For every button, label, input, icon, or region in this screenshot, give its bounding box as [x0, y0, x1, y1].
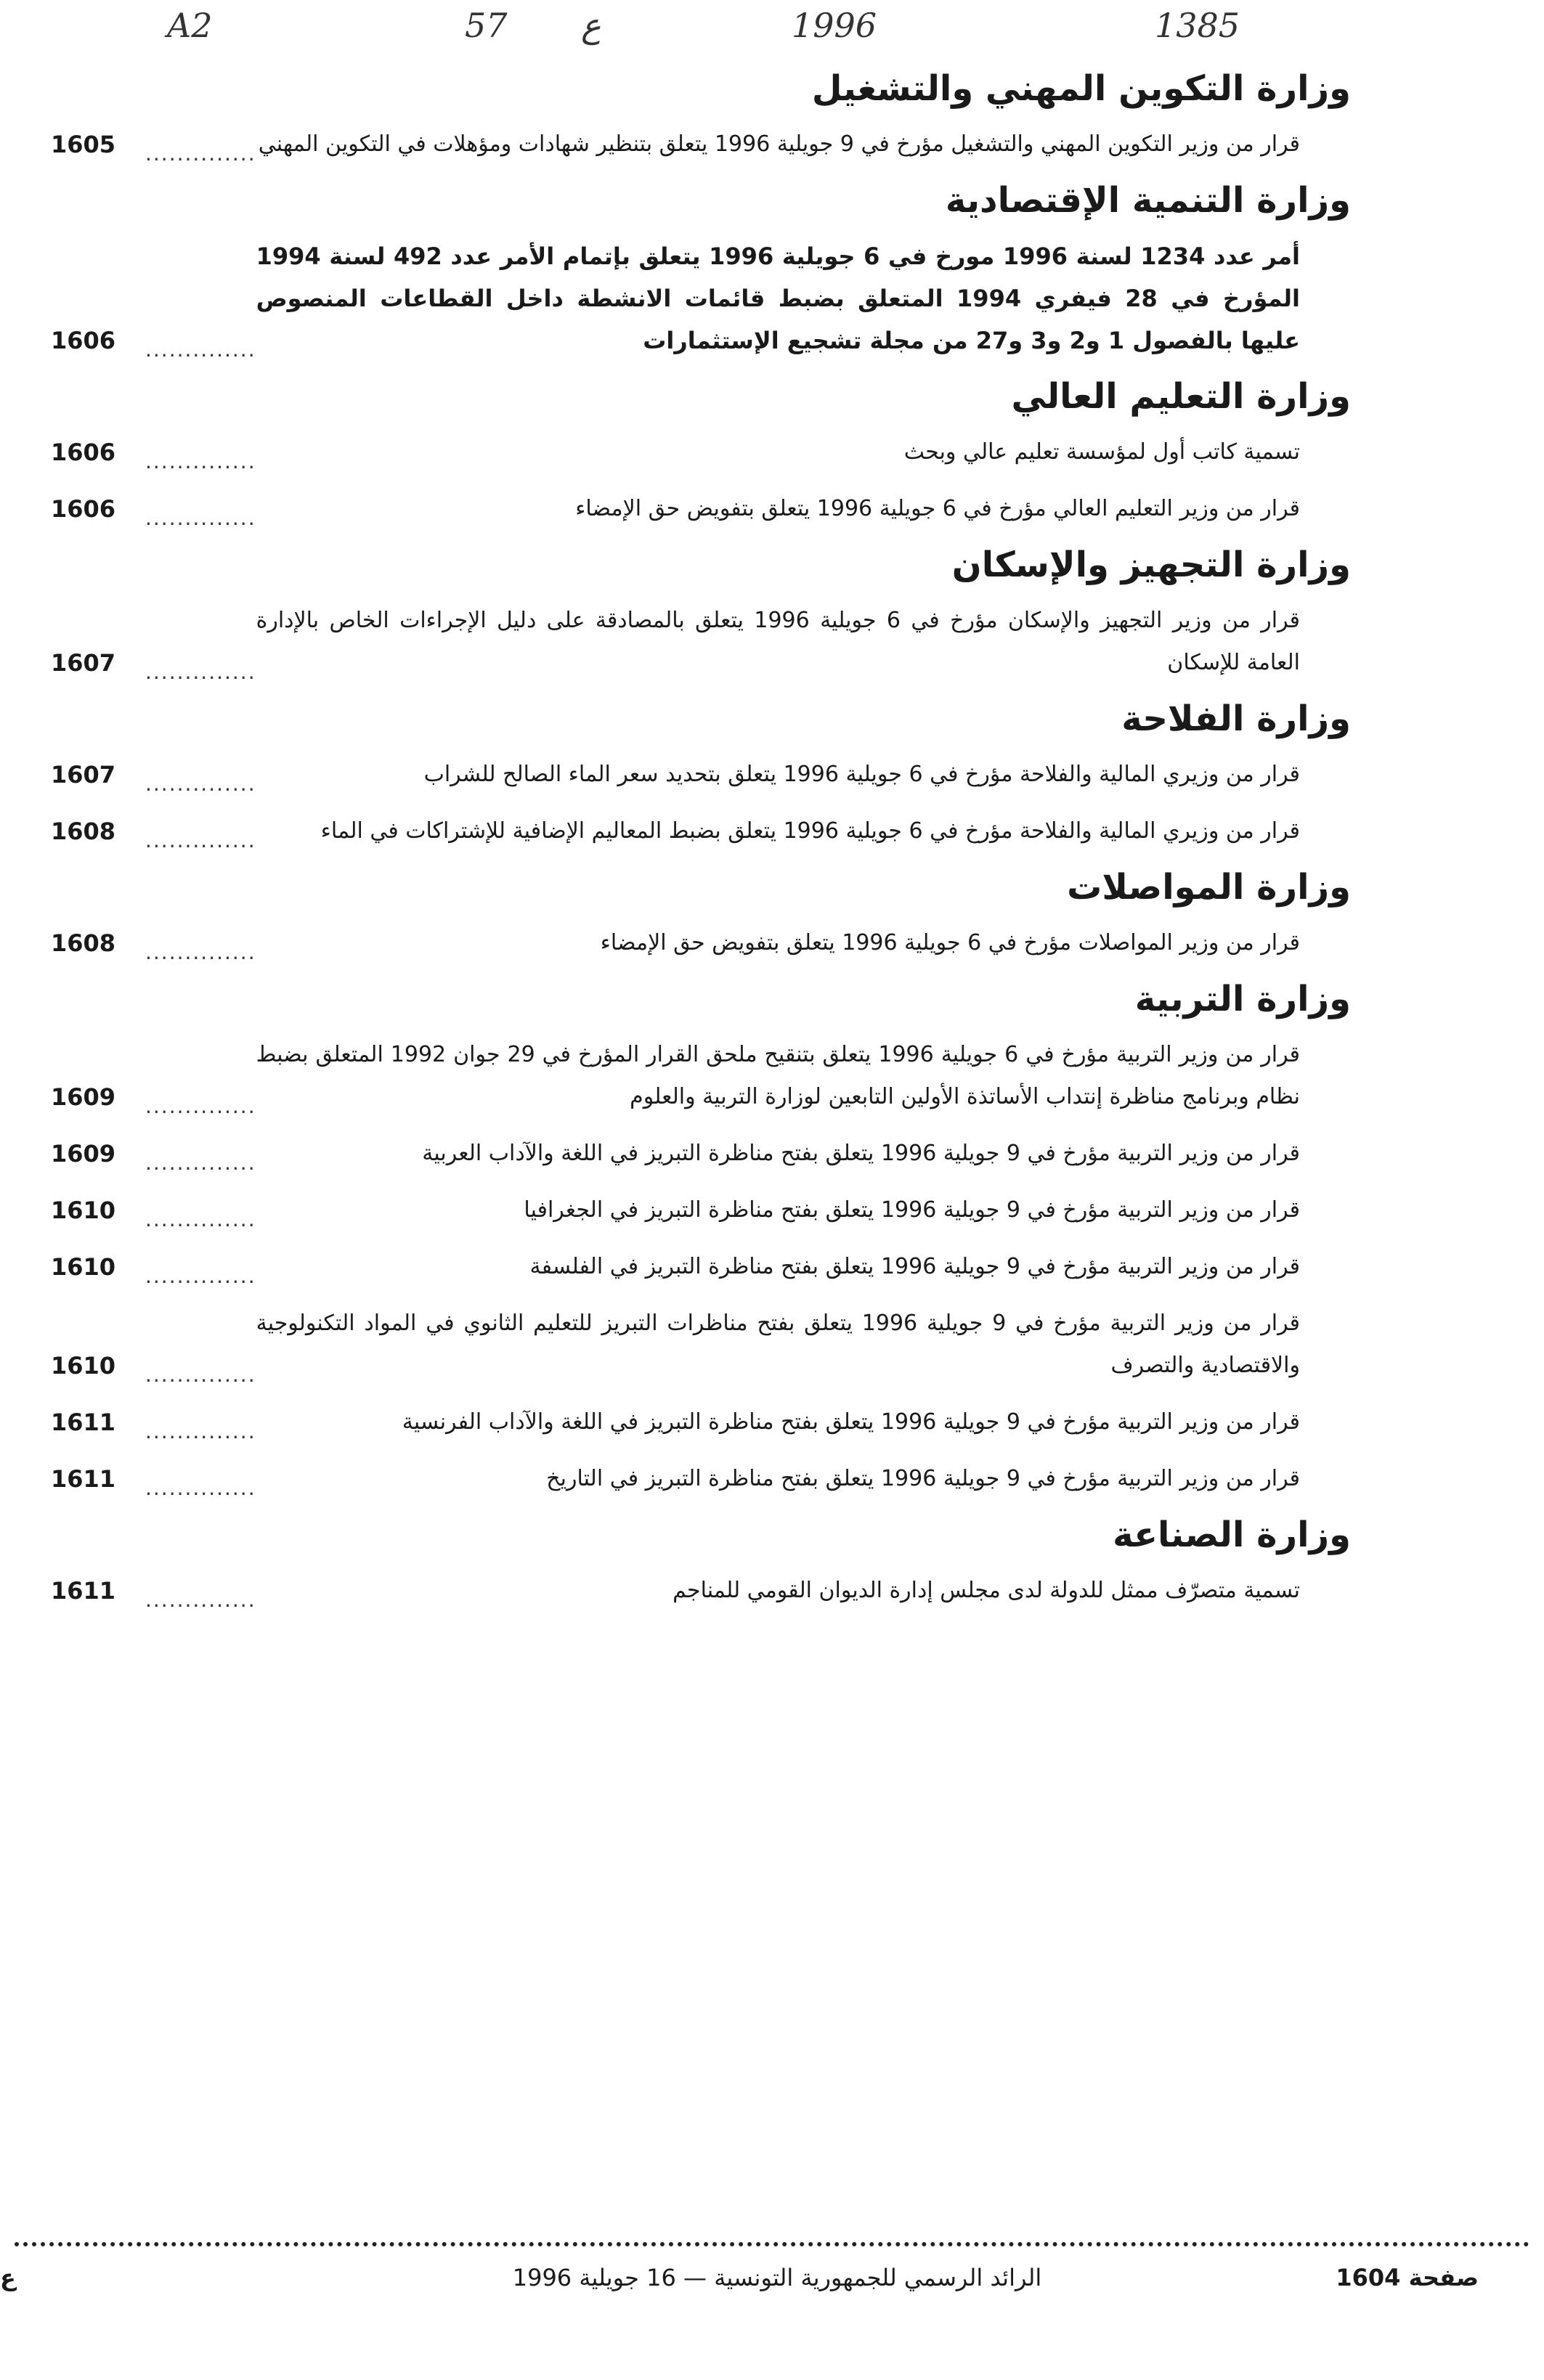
ministry-heading: وزارة التجهيز والإسكان	[951, 545, 1351, 585]
footer-divider	[15, 2242, 1529, 2246]
entry-page-number: 1608	[51, 929, 116, 957]
leader-dots: ..............	[145, 338, 256, 362]
leader-dots: ..............	[145, 1363, 256, 1387]
entry-text: قرار من وزير التربية مؤرخ في 6 جويلية 1996 يتعلق بتنقيح ملحق القرار المؤرخ في 29 جوان 1992 المتعلق بضبط نظام وبرنامج مناظرة إنتداب الأساتذة الأولين التابعين لوزارة التربية والعلوم	[256, 1042, 1300, 1109]
toc-entry	[51, 600, 1351, 684]
page-number: صفحة 1604	[1336, 2264, 1479, 2291]
entry-page-number: 1607	[51, 761, 116, 788]
entry-page-number: 1610	[51, 1253, 116, 1281]
entry-text: قرار من وزير التربية مؤرخ في 9 جويلية 1996 يتعلق بفتح مناظرة التبريز في الفلسفة	[529, 1254, 1300, 1279]
ministry-heading: وزارة التربية	[1134, 979, 1351, 1019]
toc-entry	[51, 1246, 1351, 1288]
leader-dots: ..............	[145, 142, 256, 166]
toc-entry	[51, 123, 1351, 166]
toc-entry	[51, 754, 1351, 796]
handwritten-note: 1996	[792, 6, 877, 45]
entry-page-number: 1606	[51, 327, 116, 354]
entry-page-number: 1607	[51, 649, 116, 677]
entry-page-number: 1611	[51, 1577, 116, 1605]
entry-page-number: 1609	[51, 1140, 116, 1167]
leader-dots: ..............	[145, 1207, 256, 1231]
leader-dots: ..............	[145, 1264, 256, 1288]
entry-text: قرار من وزيري المالية والفلاحة مؤرخ في 6 جويلية 1996 يتعلق بضبط المعاليم الإضافية للإشتراكات في الماء	[320, 818, 1300, 844]
entry-page-number: 1611	[51, 1465, 116, 1493]
ministry-heading: وزارة الصناعة	[1113, 1515, 1351, 1555]
toc-entry	[51, 235, 1351, 362]
toc-entry	[51, 1303, 1351, 1387]
entry-page-number: 1606	[51, 495, 116, 523]
handwritten-note: 1385	[1155, 6, 1240, 45]
entry-text: قرار من وزير التربية مؤرخ في 9 جويلية 1996 يتعلق بفتح مناظرة التبريز في اللغة والآداب العربية	[422, 1141, 1300, 1166]
entry-page-number: 1609	[51, 1083, 116, 1111]
entry-text: قرار من وزير التكوين المهني والتشغيل مؤرخ في 9 جويلية 1996 يتعلق بتنظير شهادات ومؤهلات في التكوين المهني	[258, 131, 1300, 157]
leader-dots: ..............	[145, 1419, 256, 1443]
entry-page-number: 1606	[51, 439, 116, 466]
entry-page-number: 1610	[51, 1352, 116, 1379]
toc-entry	[51, 922, 1351, 964]
ministry-heading: وزارة الفلاحة	[1121, 698, 1351, 739]
footer-reference: ع	[0, 2264, 16, 2291]
handwritten-note: A2	[167, 6, 213, 45]
toc-entry	[51, 431, 1351, 473]
leader-dots: ..............	[145, 506, 256, 530]
toc-entry	[51, 1189, 1351, 1231]
leader-dots: ..............	[145, 660, 256, 684]
ministry-heading: وزارة التعليم العالي	[1011, 376, 1351, 417]
toc-entry	[51, 1034, 1351, 1118]
entry-text: قرار من وزير التربية مؤرخ في 9 جويلية 1996 يتعلق بفتح مناظرة التبريز في التاريخ	[546, 1466, 1300, 1491]
toc-entry	[51, 1458, 1351, 1500]
entry-text: تسمية متصرّف ممثل للدولة لدى مجلس إدارة الديوان القومي للمناجم	[673, 1578, 1300, 1603]
entry-text: قرار من وزير التجهيز والإسكان مؤرخ في 6 جويلية 1996 يتعلق بالمصادقة على دليل الإجراءات الخاص بالإدارة العامة للإسكان	[256, 608, 1300, 675]
toc-entry	[51, 1133, 1351, 1175]
entry-text: قرار من وزير التربية مؤرخ في 9 جويلية 1996 يتعلق بفتح مناظرة التبريز في اللغة والآداب الفرنسية	[402, 1409, 1300, 1435]
leader-dots: ..............	[145, 772, 256, 796]
ministry-heading: وزارة المواصلات	[1067, 867, 1351, 908]
entry-page-number: 1611	[51, 1409, 116, 1436]
leader-dots: ..............	[145, 940, 256, 964]
entry-text: قرار من وزير التربية مؤرخ في 9 جويلية 1996 يتعلق بفتح مناظرة التبريز في الجغرافيا	[524, 1197, 1300, 1223]
journal-title: الرائد الرسمي للجمهورية التونسية — 16 جويلية 1996	[512, 2264, 1042, 2291]
leader-dots: ..............	[145, 828, 256, 852]
entry-page-number: 1605	[51, 131, 116, 158]
toc-entry	[51, 488, 1351, 530]
handwritten-note: ع	[581, 6, 601, 45]
entry-text: أمر عدد 1234 لسنة 1996 مورخ في 6 جويلية 1996 يتعلق بإتمام الأمر عدد 492 لسنة 1994 المؤرخ في 28 فيفري 1994 المتعلق بضبط قائمات الانشطة داخل القطاعات المنصوص عليها بالفصول 1 و2 و3 و27 من مجلة تشجيع الإستثمارات	[256, 243, 1301, 354]
toc-entry	[51, 810, 1351, 852]
toc-entry	[51, 1401, 1351, 1443]
ministry-heading: وزارة التكوين المهني والتشغيل	[811, 68, 1351, 109]
toc-entry	[51, 1570, 1351, 1612]
entry-page-number: 1608	[51, 818, 116, 845]
leader-dots: ..............	[145, 1476, 256, 1500]
leader-dots: ..............	[145, 449, 256, 473]
entry-text: قرار من وزير التعليم العالي مؤرخ في 6 جويلية 1996 يتعلق بتفويض حق الإمضاء	[575, 496, 1300, 521]
entry-text: قرار من وزير المواصلات مؤرخ في 6 جويلية 1996 يتعلق بتفويض حق الإمضاء	[600, 930, 1300, 955]
ministry-heading: وزارة التنمية الإقتصادية	[945, 180, 1351, 221]
table-of-contents	[51, 58, 1351, 1626]
leader-dots: ..............	[145, 1094, 256, 1118]
handwritten-note: 57	[465, 6, 508, 45]
entry-text: قرار من وزيري المالية والفلاحة مؤرخ في 6 جويلية 1996 يتعلق بتحديد سعر الماء الصالح للشراب	[423, 762, 1300, 787]
entry-text: قرار من وزير التربية مؤرخ في 9 جويلية 1996 يتعلق بفتح مناظرات التبريز للتعليم الثانوي في المواد التكنولوجية والاقتصادية والتصرف	[256, 1311, 1300, 1378]
entry-text: تسمية كاتب أول لمؤسسة تعليم عالي وبحث	[903, 439, 1300, 465]
entry-page-number: 1610	[51, 1197, 116, 1224]
leader-dots: ..............	[145, 1588, 256, 1612]
page-footer	[0, 2264, 1544, 2307]
leader-dots: ..............	[145, 1151, 256, 1175]
